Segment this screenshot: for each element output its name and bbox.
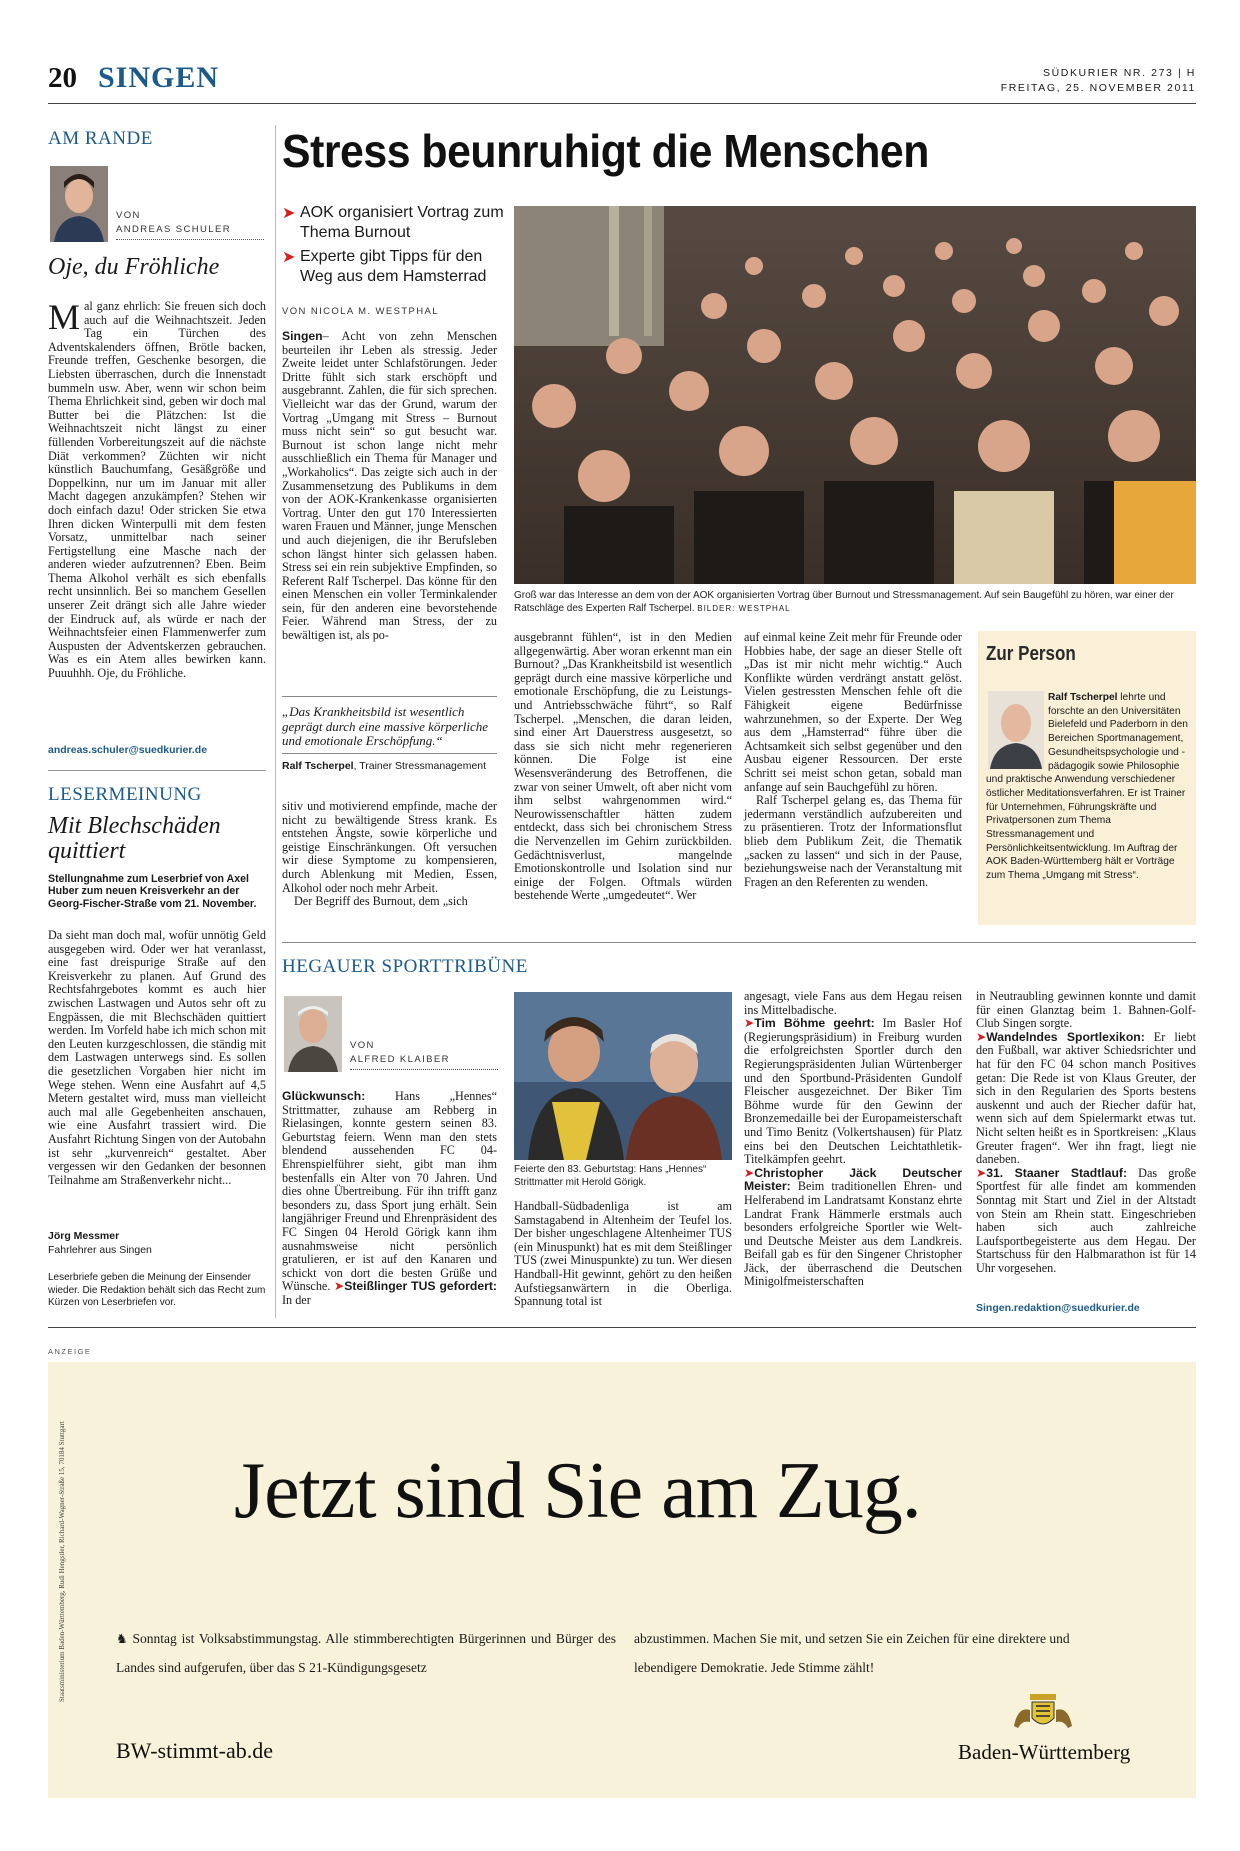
sport-email-link[interactable]: Singen.redaktion@suedkurier.de [976, 1302, 1140, 1314]
lesermeinung-label: LESERMEINUNG [48, 784, 202, 805]
lesermeinung-intro: Stellungnahme zum Leserbrief von Axel Huber zum neuen Kreisverkehr an der Georg-Fischer-Straße vom 21. November. [48, 873, 257, 910]
sport-photo-caption: Feierte den 83. Geburtstag: Hans „Hennes“ Strittmatter mit Herold Görigk. [514, 1164, 707, 1188]
zur-person-box [978, 631, 1196, 925]
subhead-1: ➤ AOK organisiert Vortrag zum Thema Burnout [282, 203, 504, 241]
lesermeinung-role: Fahrlehrer aus Singen [48, 1244, 152, 1256]
sport-col1: Glückwunsch: Hans „Hennes“ Strittmatter, zuhause am Rebberg in Rielasingen, konnte gestern seinen 83. Geburtstag feiern. Wenn man den stets blendend aussehenden FC 04-Ehrenspielführer sieht, gibt man ihm bestenfalls ein Alter von 70 Jahren. Und dies ohne Übertreibung. Für ihn trifft ganz besonders zu, dass Sport jung erhält. Sein langjähriger Freund und Ehrenpräsident des FC Singen 04 Herold Görigk kann ihm ausnahmsweise nicht persönlich gratulieren, er ist auf den Kanaren und schickt von dort die besten Grüße und Wünsche. ➤Steißlinger TUS gefordert: In der [282, 1089, 497, 1307]
sport-col4: in Neutraubling gewinnen konnte und damit für einen Glanztag beim 1. Bahnen-Golf-Club Singen sorgte. ➤Wandelndes Sportlexikon: Er liebt den Fußball, war aktiver Schiedsrichter und hat für den FC 04 schon manch Positives getan: Die Rede ist von Klaus Greuter, der sich in den Regularien des Sports bestens auskennt und auch der Riecher dafür hat, wenn sich auf dem Spielermarkt etwas tut. Nicht selten heißt es in Sportkreisen: „Klaus Greuter fragen“. Wer ihn fragt, liegt nie daneben. ➤31. Staaner Stadtlauf: Das große Sportfest für alle findet am kommenden Sonntag mit Start und Ziel in der Altstadt von Stein am Rhein statt. Eingeschrieben haben sich auch zahlreiche Laufsportbegeisterte aus dem Hegau. Der Startschuss für den Halbmarathon ist für 14 Uhr vorgesehen. [976, 989, 1197, 1275]
sport-author: ALFRED KLAIBER [350, 1054, 450, 1065]
drop-cap: M [48, 297, 81, 337]
ad-panel [48, 1362, 1196, 1798]
am-rande-body: al ganz ehrlich: Sie freuen sich doch auch auf die Weihnachtszeit. Jeden Tag ein Türchen des Adventskalenders öffnen, Brötle backen, Freunde treffen, Geschenke besorgen, die Liebsten überraschen, durch die Innenstadt bummeln usw. Aber, wenn wir schon beim Thema Ehrlichkeit sind, geben wir doch mal Butter bei die Plätzchen: Ist die Weihnachtszeit nicht längst zu einer füllenden Vorbereitungszeit auf die nächste Diät verkommen? Züchten wir nicht künstlich Bauchumfang, Gesäßgröße und Doppelkinn, nur um im Januar mit aller Macht dagegen anzukämpfen? Stehen wir doch einfach dazu! Oder stricken Sie etwa Ihren dicken Winterpulli mit dem festen Vorsatz, unmittelbar nach seiner Fertigstellung eine Masche nach der anderen wieder aufzutrennen? Eben. Beim Thema Alkohol verhält es sich ebenfalls recht unsinnlich. Bei so manchem Gesellen unserer Zeit drängt sich alle Jahre wieder der Eindruck auf, als würde er nach der Weihnachtsfeier einen Flammenwerfer zum Auspusten der Adventskerzen gebrauchen. Was es ein Atem alles bewirken kann. Puuuhhh. Oje, du Fröhliche. [48, 299, 266, 681]
lesermeinung-signer: Jörg Messmer [48, 1230, 120, 1242]
main-col4: auf einmal keine Zeit mehr für Freunde oder Hobbies habe, der sage an dieser Stelle oft „Das ist mir nicht mehr wichtig.“ Auch Konflikte würden verdrängt anstatt gelöst. Vielen gestressten Menschen fehle oft die Fähigkeit eigene Bedürfnisse wahrzunehmen, so der Experte. Der Weg aus dem „Hamsterrad“ führe über die Achtsamkeit sich selbst gegenüber und den Ausbau eigener Ressourcen. Der erste Schritt sei meist schon getan, sobald man anfange auf sein Bauchgefühl zu hören. Ralf Tscherpel gelang es, das Thema für jedermann verständlich aufzubereiten und zu präsentieren. Trotz der Informationsflut blieb dem Publikum Zeit, die Thematik „sacken zu lassen“ und sich in der Pause, beziehungsweise nach der Veranstaltung mit Fragen an den Referenten zu wenden. [744, 630, 962, 889]
red-arrow-icon: ➤ [334, 1279, 345, 1294]
left-rule-1 [48, 770, 266, 771]
red-arrow-icon: ➤ [976, 1029, 987, 1044]
am-rande-author: ANDREAS SCHULER [116, 224, 231, 235]
main-photo-caption: Groß war das Interesse an dem von der AOK organisierten Vortrag über Burnout und Stressmanagement. Auf sein Baugefühl zu hören, war einer der Ratschläge des Experten Ralf Tscherpel. BILDER: WESTPHAL [514, 590, 1174, 614]
sport-col3: angesagt, viele Fans aus dem Hegau reisen ins Mittelbadische. ➤Tim Böhme geehrt: Im Basler Hof (Regierungspräsidium) in Freiburg wurden die erfolgreichsten Sportler durch den Regierungspräsidenten Julian Würtenberger und den Sportbund-Präsidenten Gundolf Fleischer ausgezeichnet. Der Biker Tim Böhme wurde für den Gewinn der Bronzemedaille bei der Europameisterschaft und Timo Benitz (Volkertshausen) für Platz eins bei den Deutschen Leichtathletik-Titelkämpfen geehrt. ➤Christopher Jäck Deutscher Meister: Beim traditionellen Ehren- und Helferabend im Landratsamt Konstanz ehrte Landrat Frank Hämmerle erstmals auch besonders erfolgreiche Sportler wie Welt- und Deutsche Meister aus dem Landkreis. Beifall gab es für den Singener Christopher Jäck, der überraschend die Deutschen Minigolfmeisterschaften [744, 989, 962, 1289]
main-byline: VON NICOLA M. WESTPHAL [282, 306, 439, 317]
zur-person-name: Ralf Tscherpel [1048, 692, 1118, 703]
sport-col2: Handball-Südbadenliga ist am Samstagabend in Altenheim der Teufel los. Der bisher ungeschlagene Altenheimer TUS (ein Minuspunkt) hat es mit dem Steißlinger TUS (zwei Minuspunkte) zu tun. Wer diesen Handball-Hit gewinnt, gehört zu den heißen Aufstiegsanwärtern in die Oberliga. Spannung total ist [514, 1199, 732, 1309]
main-headline: Stress beunruhigt die Menschen [282, 125, 929, 177]
main-col1: Singen– Acht von zehn Menschen beurteilen ihr Leben als stressig. Jeder Zweite leidet unter Schlafstörungen. Jeder Dritte fühlt sich stark erschöpft und ausgebrannt. Zahlen, die für sich sprechen. Vielleicht war das der Grund, warum der Vortrag „Umgang mit Stress – Burnout muss nicht sein“ so gut besucht war. Burnout ist schon lange nicht mehr ausschließlich ein Thema für Manager und „Workaholics“. Das zeigte sich auch in der Zusammensetzung des Publikums in dem von der AOK-Krankenkasse organisierten Vortrag. Unter den gut 170 Interessierten waren Frauen und Männer, junge Menschen und auch diejenigen, die ihr Berufsleben schon längst hinter sich gelassen haben. Stress sei ein rein subjektive Empfinden, so Referent Ralf Tscherpel. Das könne für den einen Menschen ein voller Terminkalender sein, für den anderen eine bevorstehende Feier. Während man Stress, der zu bewältigen ist, als po- [282, 329, 497, 643]
horse-icon: ♞ [116, 1631, 128, 1646]
red-arrow-icon: ➤ [744, 1165, 755, 1180]
paper-issue: SÜDKURIER NR. 273 | H [1042, 67, 1196, 79]
red-arrow-icon: ➤ [282, 247, 296, 266]
strittmatter-photo [514, 992, 732, 1160]
ad-rule [48, 1327, 1196, 1328]
main-col2: sitiv und motivierend empfinde, mache der nicht zu bewältigende Stress krank. Es entstehen Ängste, sowie körperliche und geistige Einschränkungen. Oft versuchen wir diese Symptome zu kompensieren, durch Ablenkung mit Medien, Essen, Alkohol oder noch mehr Arbeit. Der Begriff des Burnout, dem „sich [282, 799, 497, 909]
audience-photo [514, 206, 1196, 584]
ad-text-left: ♞ Sonntag ist Volksabstimmungstag. Alle stimmberechtigten Bürgerinnen und Bürger des Landes sind aufgerufen, über das S 21-Kündigungsgesetz [116, 1631, 617, 1675]
zur-person-label: Zur Person [986, 643, 1076, 665]
sport-label: HEGAUER SPORTTRIBÜNE [282, 956, 528, 977]
ad-text-right: abzustimmen. Machen Sie mit, und setzen Sie ein Zeichen für eine direktere und lebendigere Demokratie. Jede Stimme zählt! [634, 1631, 1070, 1675]
red-arrow-icon: ➤ [282, 203, 296, 222]
quote-rule-bottom [282, 753, 497, 754]
am-rande-title: Oje, du Fröhliche [48, 254, 220, 280]
dotted-rule [350, 1069, 498, 1070]
ad-brand: Baden-Württemberg [958, 1740, 1131, 1764]
subhead-2: ➤ Experte gibt Tipps für den Weg aus dem Hamsterrad [282, 247, 487, 285]
red-arrow-icon: ➤ [744, 1016, 755, 1031]
section-title: SINGEN [98, 61, 220, 94]
ad-headline: Jetzt sind Sie am Zug. [234, 1447, 921, 1535]
am-rande-email-link[interactable]: andreas.schuler@suedkurier.de [48, 744, 208, 756]
column-divider [275, 125, 276, 1318]
am-rande-label: AM RANDE [48, 128, 153, 149]
page-header [48, 60, 1196, 105]
dateline: Singen [282, 329, 323, 343]
page-number: 20 [48, 62, 77, 94]
zur-person-text: Ralf Tscherpel lehrte und forschte an den Universitäten Bielefeld und Paderborn in den Bereichen Sportmanagement, Gesundheitspsychologie und -pädagogik sowie Philosophie und praktische Anwendung verschiedener östlicher Meditationsverfahren. Er ist Trainer für Unternehmen, Führungskräfte und Privatpersonen zum Thema Stressmanagement und Persönlichkeitsentwicklung. Im Auftrag der AOK Baden-Württemberg hält er Vorträge zum Thema „Umgang mit Stress“. [986, 692, 1188, 882]
ad-label: ANZEIGE [48, 1347, 92, 1356]
author-photo-klaiber [284, 996, 342, 1072]
main-col3: ausgebrannt fühlen“, ist in den Medien allgegenwärtig. Aber woran erkennt man ein Burnout? „Das Krankheitsbild ist wesentlich geprägt durch eine massive körperliche und emotionale Erschöpfung, die zu Leistungs- und Antriebsschwäche führt“, so Ralf Tscherpel. „Menschen, die daran leiden, sind einer Art Dauerstress ausgesetzt, so dass sie sich nicht mehr regenerieren können. Die Folge ist eine Wesensveränderung des Betroffenen, die zwar von seiner Umwelt, oft aber nicht vom ihm selbst wahrgenommen wird.“ Neurowissenschaftler hätten zudem entdeckt, dass sich bei chronischem Stress die Nervenzellen im Gehirn zurückbilden. Gedächtnisverlust, mangelnde Emotionskontrolle und Isolation sind nur einige der Folgen. Oftmals würden bestehende Werte „umgedeutet“. Wer [514, 630, 732, 903]
am-rande-text [48, 297, 266, 681]
paper-date: FREITAG, 25. NOVEMBER 2011 [1000, 82, 1196, 94]
lesermeinung-note: Leserbriefe geben die Meinung der Einsender wieder. Die Redaktion behält sich das Recht zum Kürzen von Leserbriefen vor. [48, 1272, 266, 1308]
lesermeinung-text: Da sieht man doch mal, wofür unnötig Geld ausgegeben wird. Oder wer hat veranlasst, eine fast dreispurige Straße auf den Kreisverkehr zu planen. Auf Grund des Rechtsfahrgebotes kommt es auch hier zwischen Lastwagen und Autos sehr oft zu Engpässen, die mit Blechschäden quittiert werden. Im Vorfeld habe ich mich schon mit den Leuten kurzgeschlossen, die ständig mit dem Lastwagen unterwegs sind. Es sollen die gesetzlichen Vorgaben hier nicht im Wege stehen. Wenn eine Ausfahrt auf 4,5 Metern gestaltet wird, muss man vielleicht auch mal alle Gegebenheiten anschauen, wie eine Ausfahrt trassiert wird. Die Ausfahrt Richtung Singen von der Autobahn ist sehr „kurvenreich“ gestaltet. Aber vergessen wir den Gedanken der besonnen Teilnahme am Straßenverkehr nicht... [48, 928, 266, 1187]
am-rande-von: VON [116, 210, 141, 221]
ad-url-link[interactable]: BW-stimmt-ab.de [116, 1738, 274, 1763]
coat-of-arms-icon [1008, 1692, 1078, 1734]
dotted-rule [116, 239, 264, 240]
quote-rule-top [282, 696, 497, 697]
author-photo-schuler [50, 166, 108, 242]
ad-side-text: Staatsministerium Baden-Württemberg, Rudi Hengstler, Richard-Wagner-Straße 15, 70184 Stuttgart [58, 1421, 66, 1702]
pull-quote: „Das Krankheitsbild ist wesentlich geprägt durch eine massive körperliche und emotionale Erschöpfung.“ [282, 704, 489, 748]
red-arrow-icon: ➤ [976, 1165, 987, 1180]
quote-attribution: Ralf Tscherpel, Trainer Stressmanagement [282, 760, 487, 772]
mid-rule [282, 942, 1196, 943]
lesermeinung-title: Mit Blechschäden quittiert [48, 813, 221, 864]
header-rule [48, 103, 1196, 104]
sport-von: VON [350, 1040, 375, 1051]
photo-credit: BILDER: WESTPHAL [697, 603, 791, 613]
